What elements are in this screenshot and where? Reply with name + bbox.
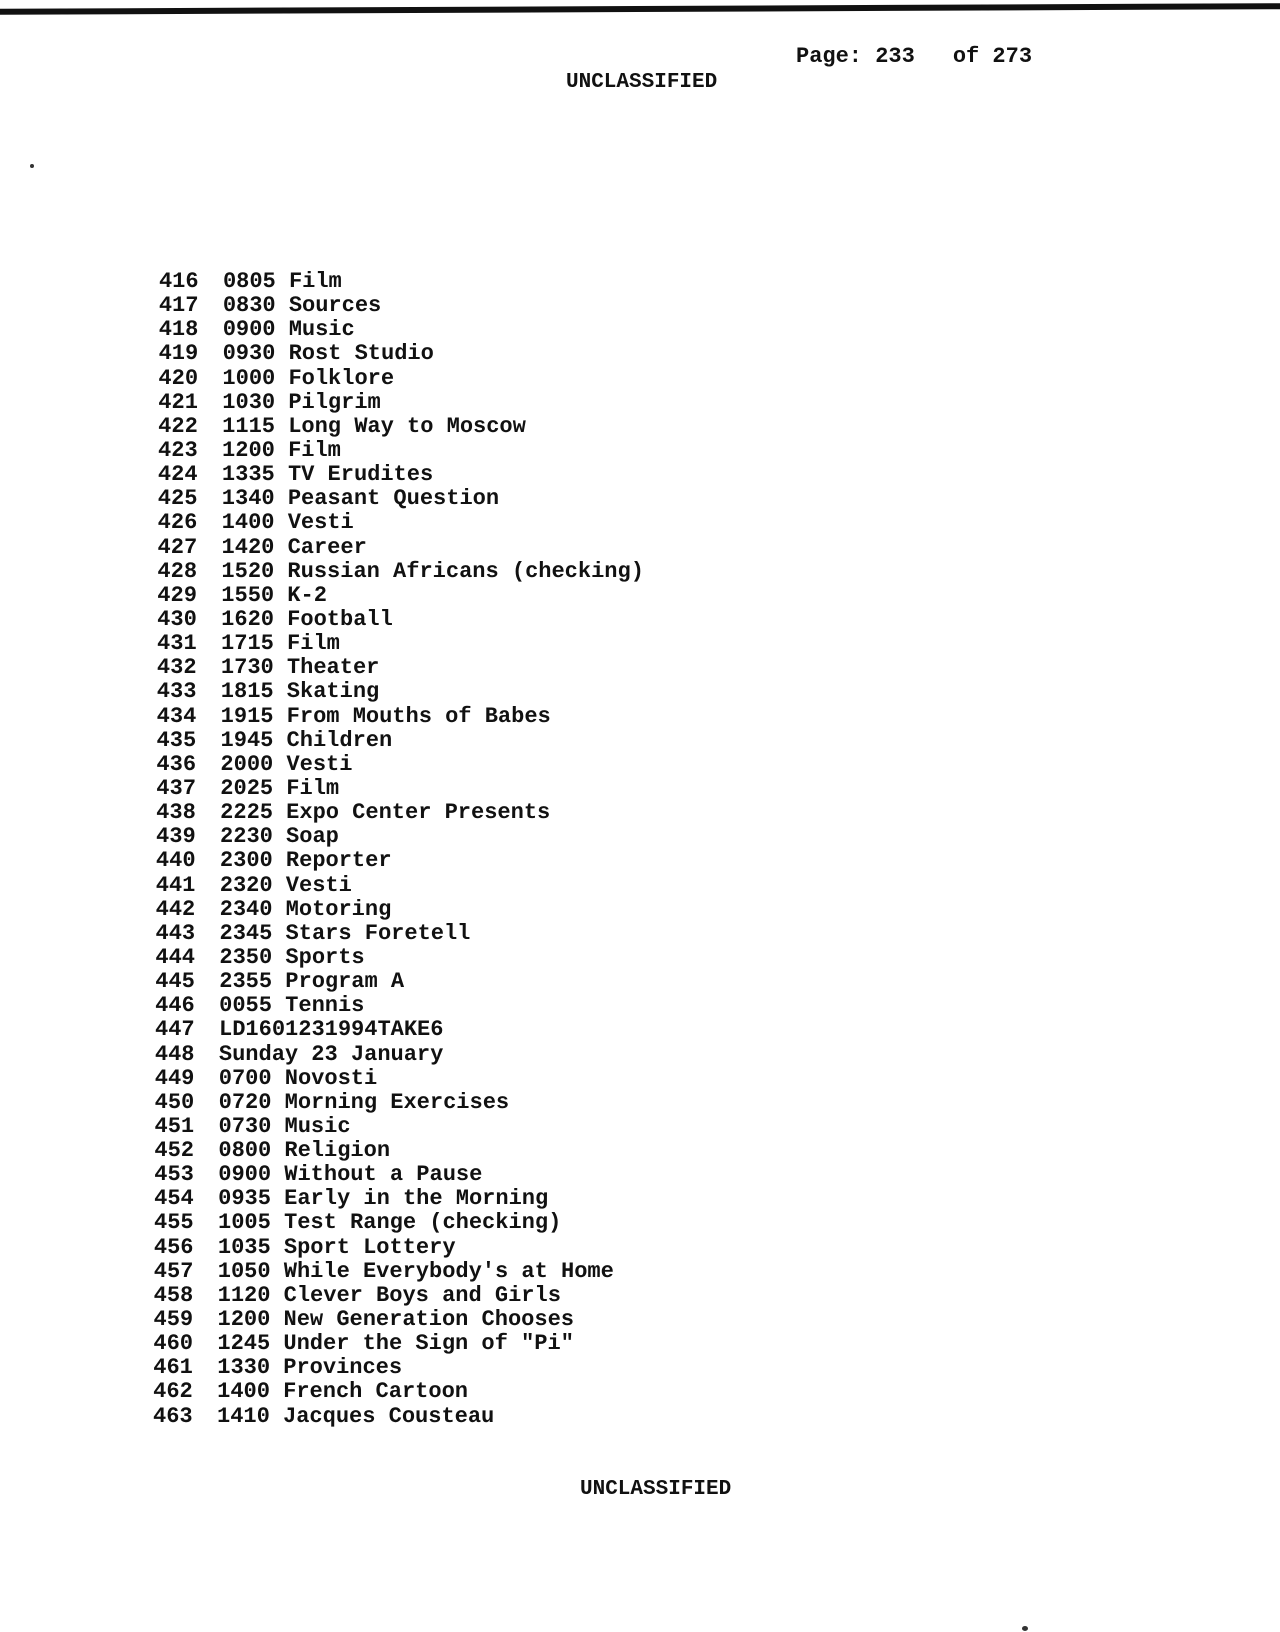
list-item: [153, 1332, 640, 1356]
line-text: 1115 Long Way to Moscow: [222, 413, 526, 439]
line-text: 0730 Music: [218, 1113, 351, 1139]
scan-speck: [30, 164, 34, 168]
line-number: 436: [156, 751, 197, 777]
line-text: 0900 Without a Pause: [218, 1162, 483, 1188]
line-number: 453: [154, 1162, 194, 1188]
line-number: 445: [155, 969, 195, 995]
line-text: 1400 Vesti: [221, 510, 354, 536]
list-item: [158, 511, 645, 535]
line-number: 427: [157, 534, 198, 560]
list-item: [159, 270, 646, 294]
line-text: 2345 Stars Foretell: [219, 920, 471, 946]
line-text: 0900 Music: [222, 317, 355, 343]
list-item: [153, 1308, 640, 1332]
classification-footer: UNCLASSIFIED: [580, 1478, 732, 1501]
page-number: 233: [875, 44, 915, 69]
line-number: 463: [152, 1403, 193, 1429]
line-text: 2230 Soap: [220, 824, 339, 850]
classification-header: UNCLASSIFIED: [566, 71, 718, 94]
line-number: 437: [156, 775, 196, 801]
line-number: 443: [155, 920, 196, 946]
list-item: [154, 1211, 641, 1235]
line-number: 419: [158, 341, 199, 367]
line-number: 420: [158, 365, 199, 391]
line-number: 446: [155, 993, 195, 1019]
list-item: [156, 898, 643, 922]
line-text: 1420 Career: [221, 534, 367, 560]
list-item: [158, 487, 645, 511]
line-number: 454: [154, 1186, 194, 1212]
line-text: 1915 From Mouths of Babes: [220, 703, 551, 729]
page-indicator: [796, 44, 1032, 69]
line-text: 2355 Program A: [219, 969, 405, 995]
line-text: LD1601231994TAKE6: [218, 1017, 444, 1043]
transcript-listing: [153, 270, 646, 1429]
list-item: [155, 946, 642, 970]
line-number: 451: [154, 1113, 195, 1139]
line-text: 1330 Provinces: [217, 1355, 403, 1381]
list-item: [157, 680, 644, 704]
line-number: 428: [157, 558, 198, 584]
line-text: 1400 French Cartoon: [217, 1379, 469, 1405]
line-number: 434: [156, 703, 197, 729]
list-item: [154, 1187, 641, 1211]
list-item: [155, 1067, 642, 1091]
line-text: 0830 Sources: [222, 293, 382, 319]
line-number: 462: [153, 1379, 193, 1405]
list-item: [155, 994, 642, 1018]
list-item: [157, 608, 644, 632]
list-item: [154, 1139, 641, 1163]
line-number: 431: [157, 631, 197, 657]
line-text: 1005 Test Range (checking): [217, 1210, 562, 1236]
list-item: [154, 1163, 641, 1187]
list-item: [155, 1043, 642, 1067]
list-item: [158, 463, 645, 487]
line-number: 422: [158, 413, 198, 439]
page-label: Page:: [796, 44, 863, 69]
line-number: 417: [158, 293, 199, 319]
list-item: [158, 391, 645, 415]
list-item: [155, 1018, 642, 1042]
line-text: 0930 Rost Studio: [222, 341, 434, 367]
line-text: 0700 Novosti: [218, 1065, 378, 1091]
list-item: [157, 729, 644, 753]
line-number: 461: [153, 1355, 193, 1381]
line-text: 1050 While Everybody's at Home: [217, 1258, 614, 1284]
line-number: 432: [156, 655, 197, 681]
list-item: [159, 294, 646, 318]
line-text: 2340 Motoring: [219, 896, 392, 922]
list-item: [154, 1236, 641, 1260]
line-number: 430: [157, 606, 197, 632]
line-number: 452: [154, 1138, 195, 1164]
line-text: 1335 TV Erudites: [221, 462, 434, 488]
line-number: 456: [153, 1234, 194, 1260]
top-rule: [0, 3, 1280, 15]
list-item: [155, 1091, 642, 1115]
line-number: 450: [154, 1089, 195, 1115]
list-item: [154, 1284, 641, 1308]
line-text: 1000 Folklore: [222, 365, 395, 391]
list-item: [156, 825, 643, 849]
line-number: 458: [153, 1282, 194, 1308]
line-number: 444: [155, 944, 196, 970]
line-text: 0800 Religion: [218, 1138, 391, 1164]
line-text: 1200 New Generation Chooses: [217, 1307, 575, 1333]
line-text: 2225 Expo Center Presents: [220, 800, 551, 826]
list-item: [159, 342, 646, 366]
line-number: 459: [153, 1307, 194, 1333]
line-text: 1245 Under the Sign of "Pi": [217, 1331, 574, 1357]
list-item: [153, 1356, 640, 1380]
list-item: [156, 874, 643, 898]
line-text: 0805 Film: [222, 269, 342, 294]
line-text: 2000 Vesti: [220, 751, 353, 777]
list-item: [153, 1380, 640, 1404]
list-item: [159, 318, 646, 342]
line-text: 1715 Film: [221, 631, 340, 657]
line-text: 1815 Skating: [220, 679, 380, 705]
line-text: 2025 Film: [220, 775, 340, 801]
line-text: 1945 Children: [220, 727, 393, 753]
line-number: 449: [154, 1065, 195, 1091]
line-number: 439: [156, 824, 196, 850]
line-text: 1550 K-2: [221, 582, 328, 608]
list-item: [157, 584, 644, 608]
line-number: 426: [157, 510, 198, 536]
line-text: 1035 Sport Lottery: [217, 1234, 456, 1260]
line-text: Sunday 23 January: [218, 1041, 444, 1067]
line-number: 438: [156, 800, 196, 826]
line-text: 2300 Reporter: [219, 848, 392, 874]
line-number: 433: [156, 679, 197, 705]
line-number: 423: [158, 437, 198, 463]
line-text: 0720 Morning Exercises: [218, 1089, 510, 1115]
list-item: [156, 777, 643, 801]
list-item: [158, 415, 645, 439]
line-number: 441: [155, 872, 196, 898]
line-number: 435: [156, 727, 197, 753]
list-item: [155, 922, 642, 946]
line-number: 455: [153, 1210, 194, 1236]
line-text: 0935 Early in the Morning: [218, 1186, 549, 1212]
line-number: 425: [157, 486, 198, 512]
line-text: 1620 Football: [221, 606, 393, 632]
list-item: [158, 367, 645, 391]
line-number: 440: [155, 848, 196, 874]
line-number: 418: [158, 317, 199, 343]
list-item: [157, 632, 644, 656]
line-text: 2350 Sports: [219, 944, 365, 970]
line-number: 416: [158, 269, 199, 294]
line-text: 1120 Clever Boys and Girls: [217, 1282, 561, 1308]
list-item: [157, 656, 644, 680]
list-item: [157, 560, 644, 584]
line-number: 421: [158, 389, 199, 415]
line-number: 447: [154, 1017, 195, 1043]
list-item: [154, 1115, 641, 1139]
line-number: 448: [154, 1041, 195, 1067]
line-text: 1030 Pilgrim: [222, 389, 381, 415]
line-number: 457: [153, 1258, 194, 1284]
line-text: 2320 Vesti: [219, 872, 352, 898]
list-item: [156, 801, 643, 825]
list-item: [156, 849, 643, 873]
line-number: 424: [157, 462, 198, 488]
line-number: 460: [153, 1331, 194, 1357]
list-item: [158, 536, 645, 560]
line-text: 1730 Theater: [220, 655, 380, 681]
list-item: [156, 753, 643, 777]
scan-speck: [1022, 1626, 1028, 1631]
line-number: 429: [157, 582, 198, 608]
page-total: of 273: [952, 44, 1033, 69]
line-text: 1340 Peasant Question: [221, 486, 500, 512]
list-item: [155, 970, 642, 994]
list-item: [158, 439, 645, 463]
line-text: 1410 Jacques Cousteau: [216, 1403, 495, 1429]
list-item: [153, 1405, 640, 1429]
list-item: [154, 1260, 641, 1284]
line-number: 442: [155, 896, 196, 922]
line-text: 1520 Russian Africans (checking): [221, 558, 644, 584]
line-text: 0055 Tennis: [219, 993, 365, 1019]
list-item: [157, 705, 644, 729]
line-text: 1200 Film: [222, 437, 341, 463]
